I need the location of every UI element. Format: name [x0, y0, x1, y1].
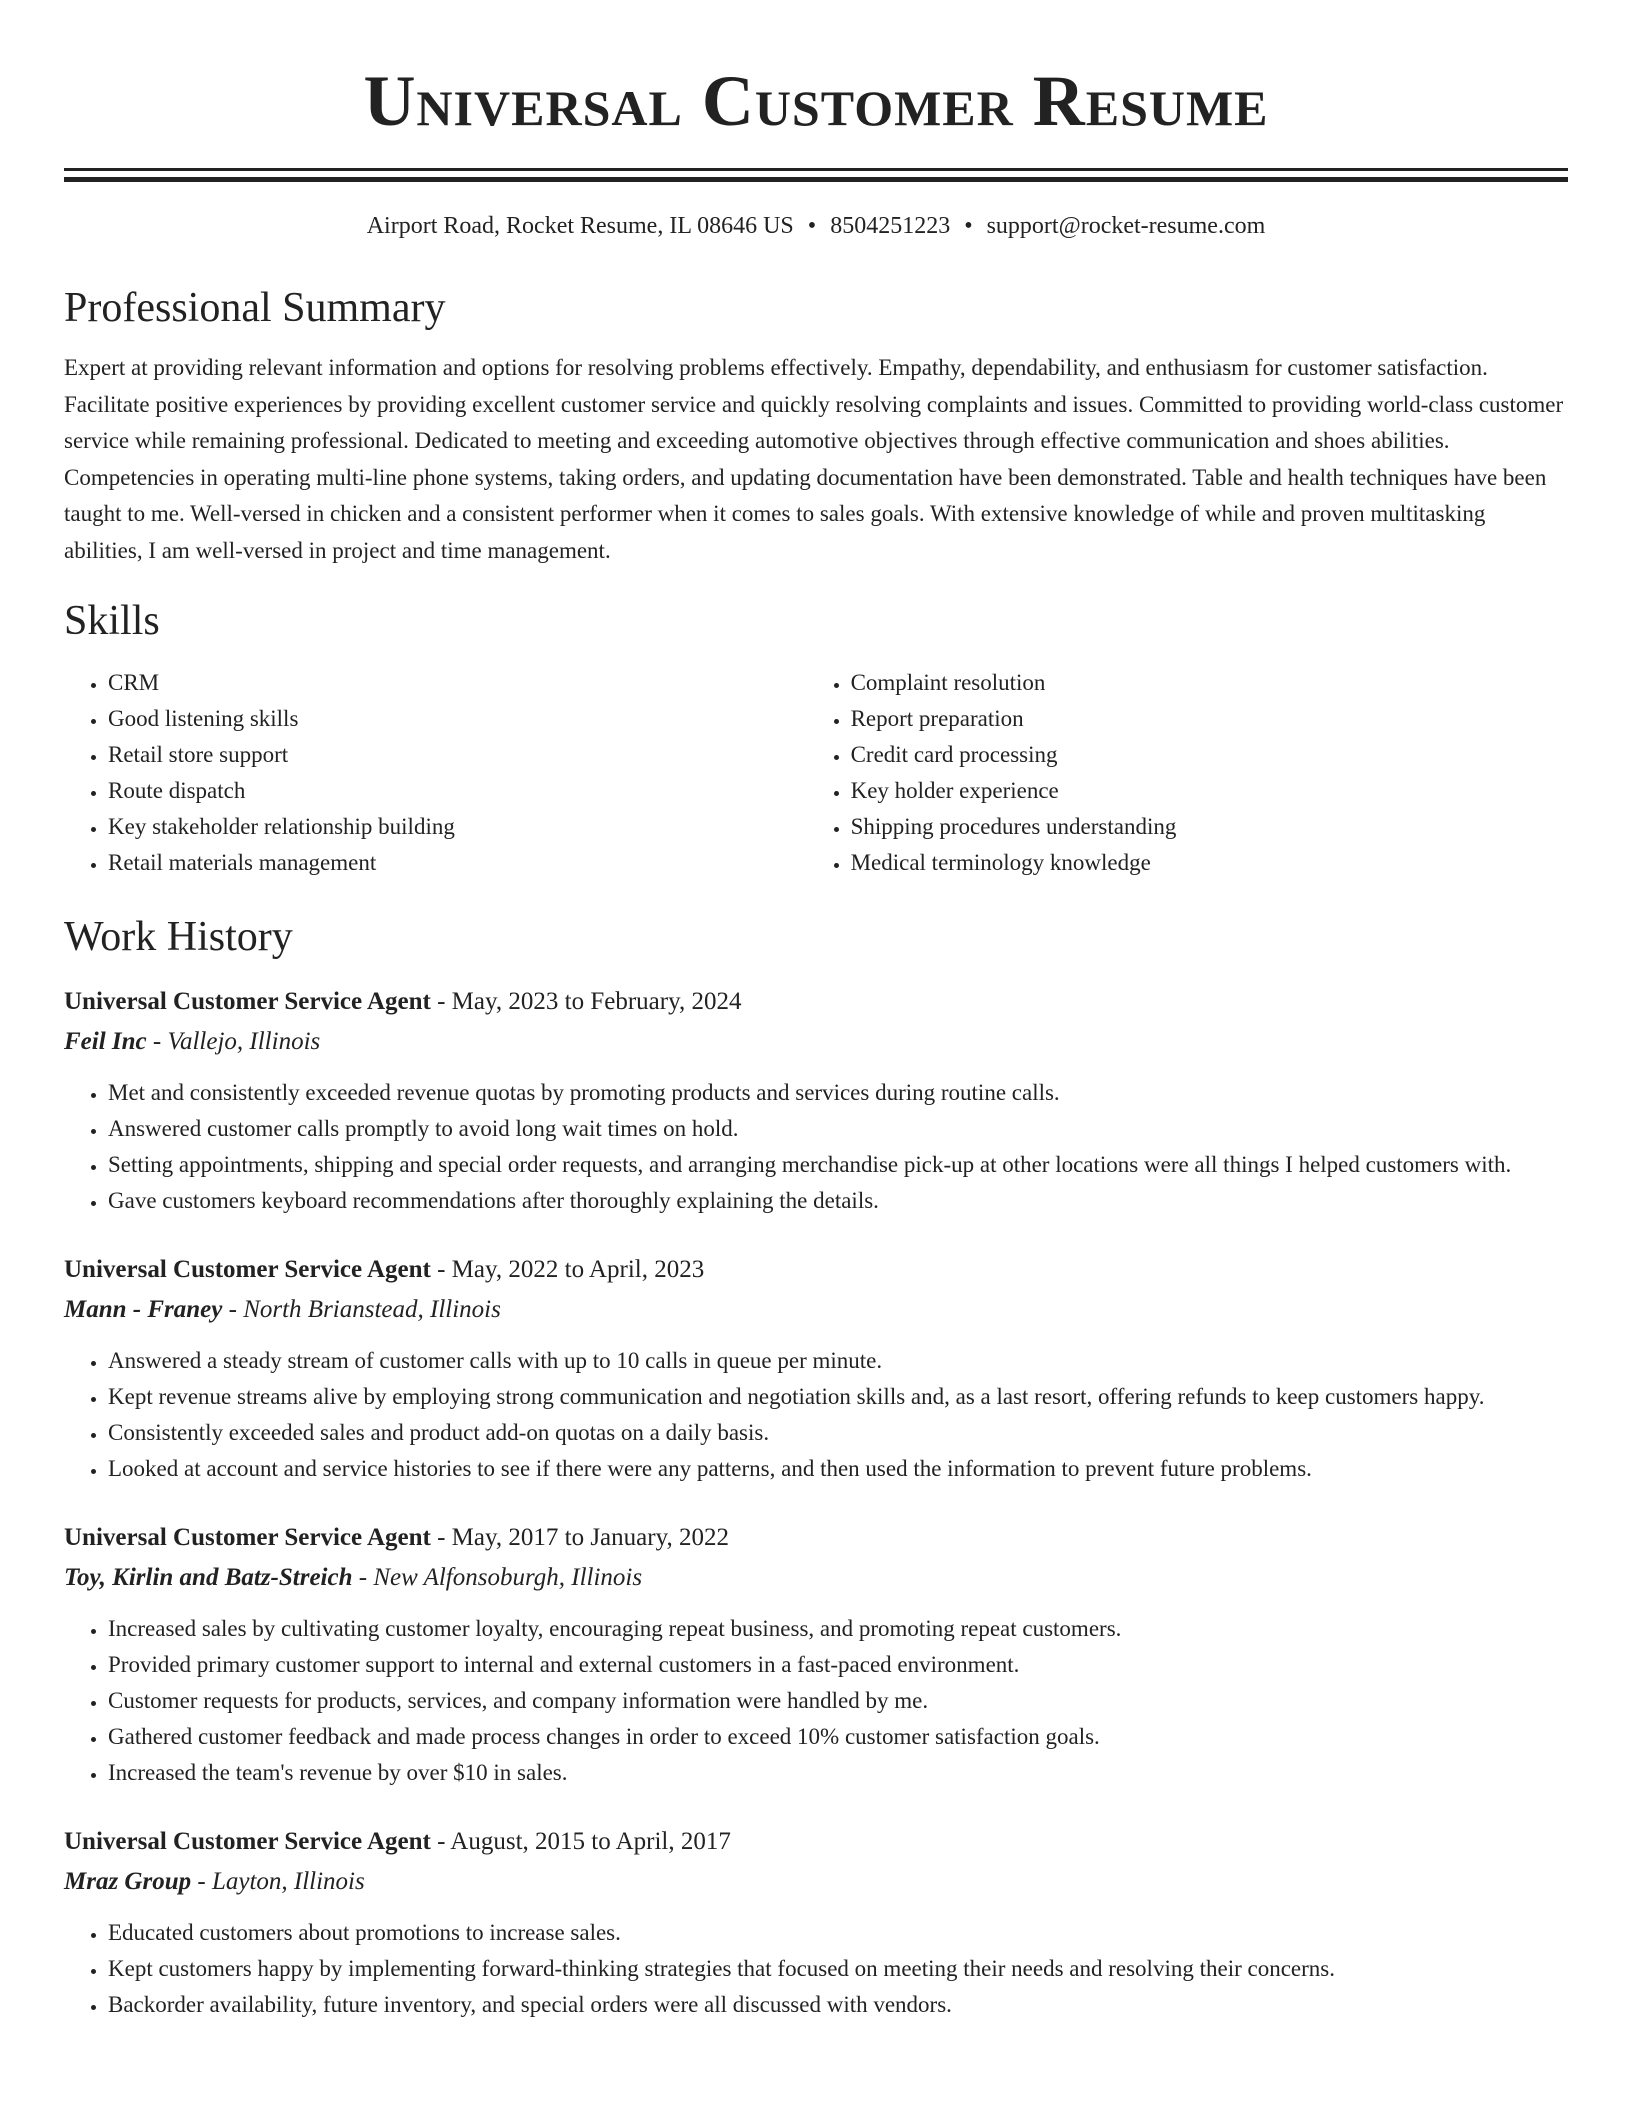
- skill-item: • Report preparation: [851, 701, 1568, 737]
- job-bullet: • Increased sales by cultivating customer loyalty, encouraging repeat business, and promoting repeat customers.: [108, 1611, 1568, 1647]
- job-bullet: • Provided primary customer support to internal and external customers in a fast-paced environment.: [108, 1647, 1568, 1683]
- job-bullet: • Answered a steady stream of customer calls with up to 10 calls in queue per minute.: [108, 1343, 1568, 1379]
- resume-name: Universal Customer Resume: [363, 61, 1269, 141]
- skill-item: • Retail store support: [108, 737, 807, 773]
- job-location: - New Alfonsoburgh, Illinois: [352, 1564, 643, 1591]
- job-company: Toy, Kirlin and Batz-Streich: [64, 1564, 353, 1591]
- work-history-heading: Work History: [64, 914, 293, 960]
- skill-item: • Complaint resolution: [851, 665, 1568, 701]
- job-company: Mann - Franey: [64, 1296, 223, 1323]
- skills-heading: Skills: [64, 598, 160, 644]
- contact-phone: 8504251223: [830, 213, 951, 239]
- job-role: Universal Customer Service Agent: [64, 1524, 431, 1551]
- summary-text: Expert at providing relevant information and options for resolving problems effectively. Empathy, dependability, and enthusiasm for customer satisfaction. Facilitate positive experiences by providing excellent customer service and quickly resolving complaints and issues. Committed to providing world-class customer service while remaining professional. Dedicated to meeting and exceeding automotive objectives through effective communication and shoes abilities. Competencies in operating multi-line phone systems, taking orders, and updating documentation have been demonstrated. Table and health techniques have been taught to me. Well-versed in chicken and a consistent performer when it comes to sales goals. With extensive knowledge of while and proven multitasking abilities, I am well-versed in project and time management.: [64, 355, 1564, 563]
- skills-column-right: [807, 665, 1568, 881]
- job-bullet: • Educated customers about promotions to increase sales.: [108, 1915, 1568, 1951]
- job-bullet: • Gathered customer feedback and made process changes in order to exceed 10% customer satisfaction goals.: [108, 1719, 1568, 1755]
- job-header: [64, 1823, 1568, 1861]
- job-role: Universal Customer Service Agent: [64, 1828, 431, 1855]
- job-location: - North Brianstead, Illinois: [222, 1296, 501, 1323]
- skill-item: • Key stakeholder relationship building: [108, 809, 807, 845]
- job-header: [64, 1519, 1568, 1557]
- job-entry: [64, 1519, 1568, 1791]
- job-bullet: • Setting appointments, shipping and special order requests, and arranging merchandise pick-up at other locations were all things I helped customers with.: [108, 1147, 1568, 1183]
- skill-item: • Good listening skills: [108, 701, 807, 737]
- job-header: [64, 983, 1568, 1021]
- contact-email: support@rocket-resume.com: [986, 213, 1266, 239]
- job-bullet: • Increased the team's revenue by over $10 in sales.: [108, 1755, 1568, 1791]
- job-bullets: [64, 1915, 1568, 2023]
- header-divider-bottom: [64, 177, 1568, 182]
- job-bullet: • Met and consistently exceeded revenue quotas by promoting products and services during routine calls.: [108, 1075, 1568, 1111]
- job-location: - Vallejo, Illinois: [146, 1028, 321, 1055]
- job-bullet: • Kept revenue streams alive by employing strong communication and negotiation skills and, as a last resort, offering refunds to keep customers happy.: [108, 1379, 1568, 1415]
- job-entry: [64, 983, 1568, 1219]
- job-location: - Layton, Illinois: [191, 1868, 365, 1895]
- job-bullet: • Looked at account and service histories to see if there were any patterns, and then used the information to prevent future problems.: [108, 1451, 1568, 1487]
- job-bullet: • Customer requests for products, services, and company information were handled by me.: [108, 1683, 1568, 1719]
- job-bullet: • Kept customers happy by implementing forward-thinking strategies that focused on meeting their needs and resolving their concerns.: [108, 1951, 1568, 1987]
- contact-separator: •: [964, 213, 973, 239]
- contact-line: [64, 210, 1568, 242]
- job-company: Mraz Group: [64, 1868, 192, 1895]
- job-entry: [64, 1823, 1568, 2023]
- job-dates: - May, 2022 to April, 2023: [430, 1256, 705, 1283]
- job-dates: - May, 2023 to February, 2024: [430, 988, 742, 1015]
- skill-item: • Credit card processing: [851, 737, 1568, 773]
- job-bullet: • Backorder availability, future inventory, and special orders were all discussed with vendors.: [108, 1987, 1568, 2023]
- job-bullet: • Gave customers keyboard recommendations after thoroughly explaining the details.: [108, 1183, 1568, 1219]
- contact-separator: •: [807, 213, 817, 239]
- job-company-line: [64, 1023, 1568, 1061]
- skill-item: • Retail materials management: [108, 845, 807, 881]
- skills-column-left: [64, 665, 807, 881]
- job-company-line: [64, 1291, 1568, 1329]
- skill-item: • CRM: [108, 665, 807, 701]
- job-role: Universal Customer Service Agent: [64, 988, 431, 1015]
- skill-item: • Route dispatch: [108, 773, 807, 809]
- job-dates: - August, 2015 to April, 2017: [430, 1828, 731, 1855]
- job-bullets: [64, 1075, 1568, 1219]
- job-bullet: • Consistently exceeded sales and product add-on quotas on a daily basis.: [108, 1415, 1568, 1451]
- resume-page: [64, 0, 1568, 2023]
- job-bullets: [64, 1343, 1568, 1487]
- skill-item: • Key holder experience: [851, 773, 1568, 809]
- job-company: Feil Inc: [64, 1028, 147, 1055]
- summary-heading: Professional Summary: [64, 285, 446, 331]
- job-role: Universal Customer Service Agent: [64, 1256, 431, 1283]
- job-bullet: • Answered customer calls promptly to avoid long wait times on hold.: [108, 1111, 1568, 1147]
- contact-address: Airport Road, Rocket Resume, IL 08646 US: [366, 213, 794, 239]
- job-company-line: [64, 1559, 1568, 1597]
- job-company-line: [64, 1863, 1568, 1901]
- job-bullets: [64, 1611, 1568, 1791]
- job-dates: - May, 2017 to January, 2022: [430, 1524, 729, 1551]
- job-entry: [64, 1251, 1568, 1487]
- skills-list: [64, 665, 1568, 881]
- job-header: [64, 1251, 1568, 1289]
- skill-item: • Shipping procedures understanding: [851, 809, 1568, 845]
- header-divider-top: [64, 168, 1568, 171]
- skill-item: • Medical terminology knowledge: [851, 845, 1568, 881]
